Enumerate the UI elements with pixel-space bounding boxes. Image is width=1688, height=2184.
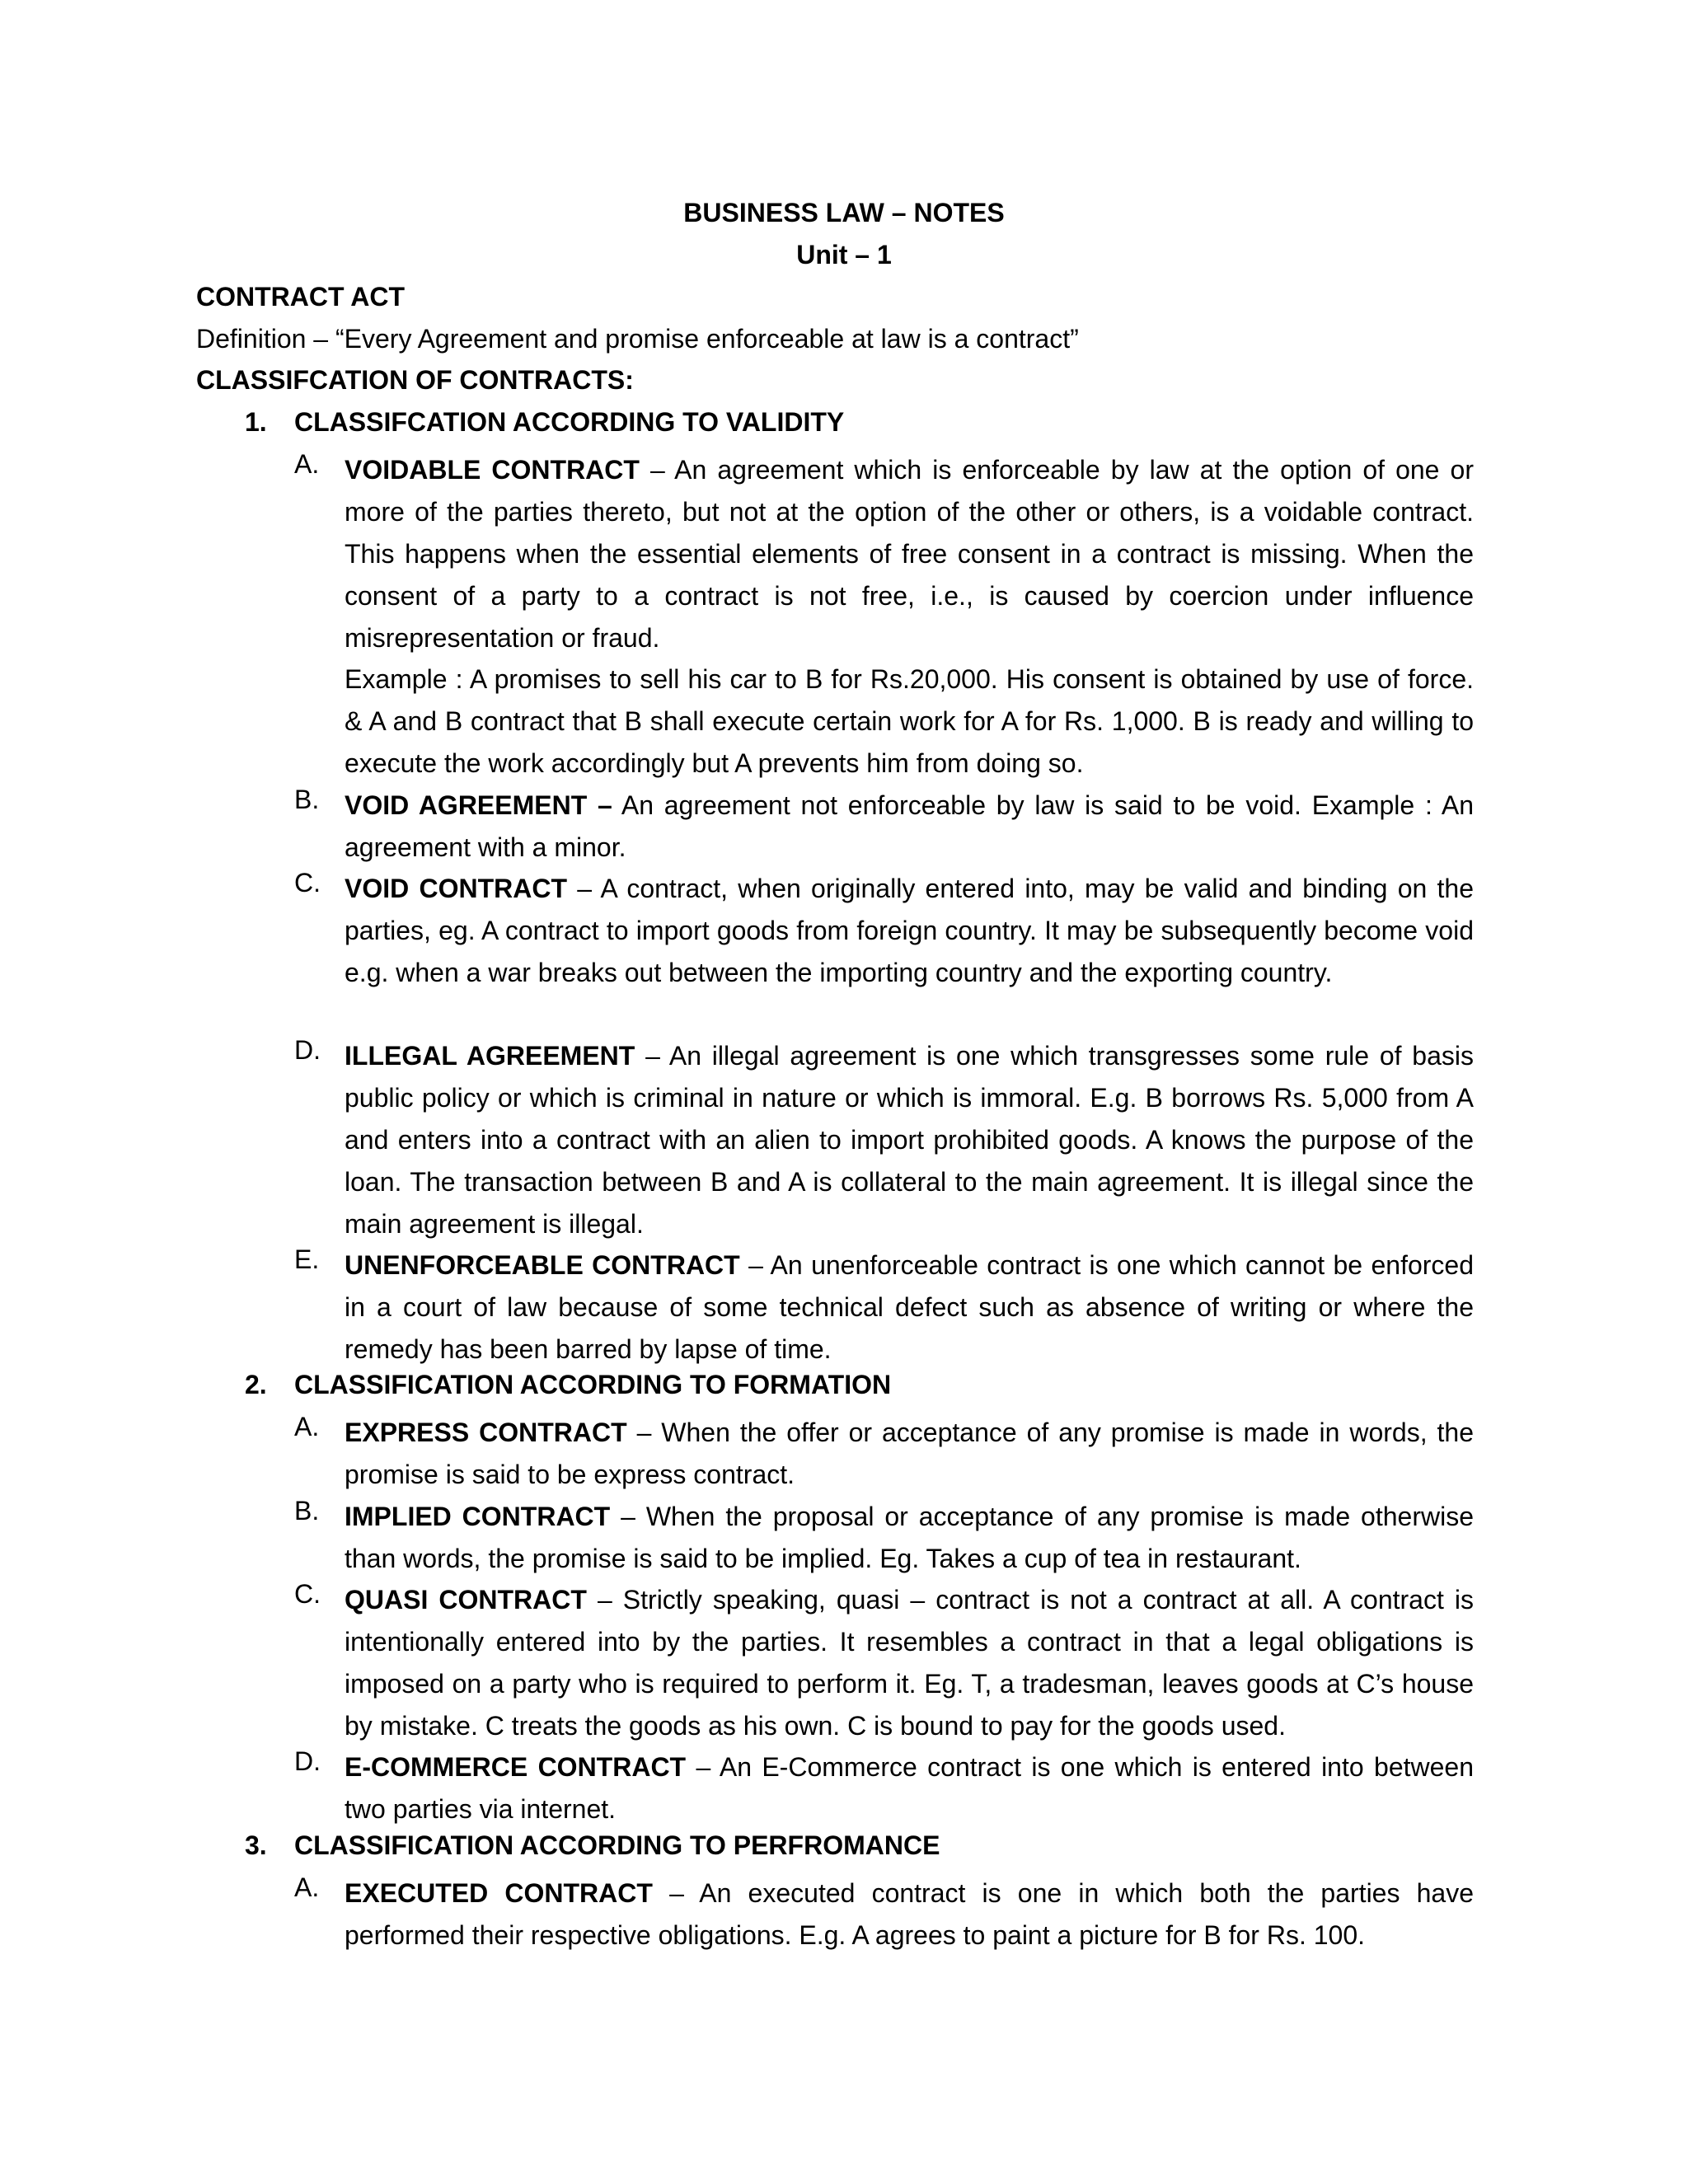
item-label: VOID AGREEMENT – — [345, 790, 612, 820]
item-label: EXPRESS CONTRACT — [345, 1418, 627, 1447]
section-number: 1. — [245, 407, 267, 437]
item-letter: A. — [294, 449, 320, 479]
item-letter: C. — [294, 1579, 321, 1609]
section-title: CLASSIFCATION ACCORDING TO VALIDITY — [294, 407, 845, 437]
item-letter: B. — [294, 1496, 320, 1526]
item-text: – An executed contract is one in which both the parties have performed their respective obligations. E.g. A agrees to paint a picture for B for Rs. 100. — [345, 1878, 1475, 1950]
section-number: 3. — [245, 1830, 267, 1860]
item-label: IMPLIED CONTRACT — [345, 1502, 611, 1531]
item-letter: C. — [294, 868, 321, 898]
item-text: – A contract, when originally entered into, may be valid and binding on the parties, eg. A contract to import goods from foreign country. It may be subsequently become void e.g. when a war breaks out between the importing country and the exporting country. — [345, 874, 1475, 987]
list-item-void-contract — [345, 868, 1474, 994]
item-letter: A. — [294, 1872, 320, 1902]
item-text: – When the proposal or acceptance of any promise is made otherwise than words, the promise is said to be implied. Eg. Takes a cup of tea in restaurant. — [345, 1502, 1475, 1573]
item-label: ILLEGAL AGREEMENT — [345, 1041, 635, 1071]
list-item-executed-contract — [345, 1872, 1474, 1957]
list-item-voidable-contract — [345, 449, 1474, 659]
list-item-implied-contract — [345, 1496, 1474, 1580]
item-letter: B. — [294, 785, 320, 814]
item-letter: D. — [294, 1746, 321, 1776]
document-title: BUSINESS LAW – NOTES — [683, 198, 1005, 227]
item-text: – An agreement which is enforceable by law at the option of one or more of the parties thereto, but not at the option of the other or others, is a voidable contract. This happens when the essential elements of free consent in a contract is missing. When the consent of a party to a contract is not free, i.e., is caused by coercion under influence misrepresentation or fraud. — [345, 455, 1475, 653]
item-letter: E. — [294, 1244, 320, 1274]
item-label: UNENFORCEABLE CONTRACT — [345, 1250, 740, 1280]
section-number: 2. — [245, 1370, 267, 1399]
definition-line: Definition – “Every Agreement and promise enforceable at law is a contract” — [196, 324, 1079, 354]
list-item-quasi-contract — [345, 1579, 1474, 1747]
list-item-express-contract — [345, 1412, 1474, 1496]
item-text: – An unenforceable contract is one which cannot be enforced in a court of law because of some technical defect such as absence of writing or where the remedy has been barred by lapse of time. — [345, 1250, 1475, 1364]
list-item-ecommerce-contract — [345, 1746, 1474, 1830]
list-item-unenforceable-contract — [345, 1244, 1474, 1371]
item-label: EXECUTED CONTRACT — [345, 1878, 653, 1908]
item-text: – Strictly speaking, quasi – contract is not a contract at all. A contract is intentionally entered into by the parties. It resembles a contract in that a legal obligations is imposed on a party who is required to perform it. Eg. T, a tradesman, leaves goods at C’s house by mistake. C treats the goods as his own. C is bound to pay for the goods used. — [345, 1585, 1475, 1741]
item-text: – When the offer or acceptance of any promise is made in words, the promise is said to be express contract. — [345, 1418, 1475, 1489]
classification-heading: CLASSIFCATION OF CONTRACTS: — [196, 365, 634, 395]
item-label: VOID CONTRACT — [345, 874, 568, 903]
item-label: E-COMMERCE CONTRACT — [345, 1752, 687, 1782]
item-letter: A. — [294, 1412, 320, 1441]
example-paragraph: Example : A promises to sell his car to B for Rs.20,000. His consent is obtained by use of force. & A and B contract that B shall execute certain work for A for Rs. 1,000. B is ready and willing to execute the work accordingly but A prevents him from doing so. — [345, 664, 1474, 778]
list-item-void-agreement — [345, 785, 1474, 869]
item-text: – An E-Commerce contract is one which is entered into between two parties via internet. — [345, 1752, 1475, 1824]
item-label: VOIDABLE CONTRACT — [345, 455, 640, 485]
item-text: – An illegal agreement is one which transgresses some rule of basis public policy or which is criminal in nature or which is immoral. E.g. B borrows Rs. 5,000 from A and enters into a contract with an alien to import prohibited goods. A knows the purpose of the loan. The transaction between B and A is collateral to the main agreement. It is illegal since the main agreement is illegal. — [345, 1041, 1474, 1239]
section-title: CLASSIFICATION ACCORDING TO FORMATION — [294, 1370, 892, 1399]
contract-act-heading: CONTRACT ACT — [196, 282, 405, 312]
item-letter: D. — [294, 1035, 321, 1065]
section-title: CLASSIFICATION ACCORDING TO PERFROMANCE — [294, 1830, 940, 1860]
unit-label: Unit – 1 — [796, 240, 892, 269]
item-label: QUASI CONTRACT — [345, 1585, 587, 1615]
list-item-illegal-agreement — [345, 1035, 1474, 1245]
item-text: An agreement not enforceable by law is said to be void. Example : An agreement with a minor. — [345, 790, 1475, 862]
